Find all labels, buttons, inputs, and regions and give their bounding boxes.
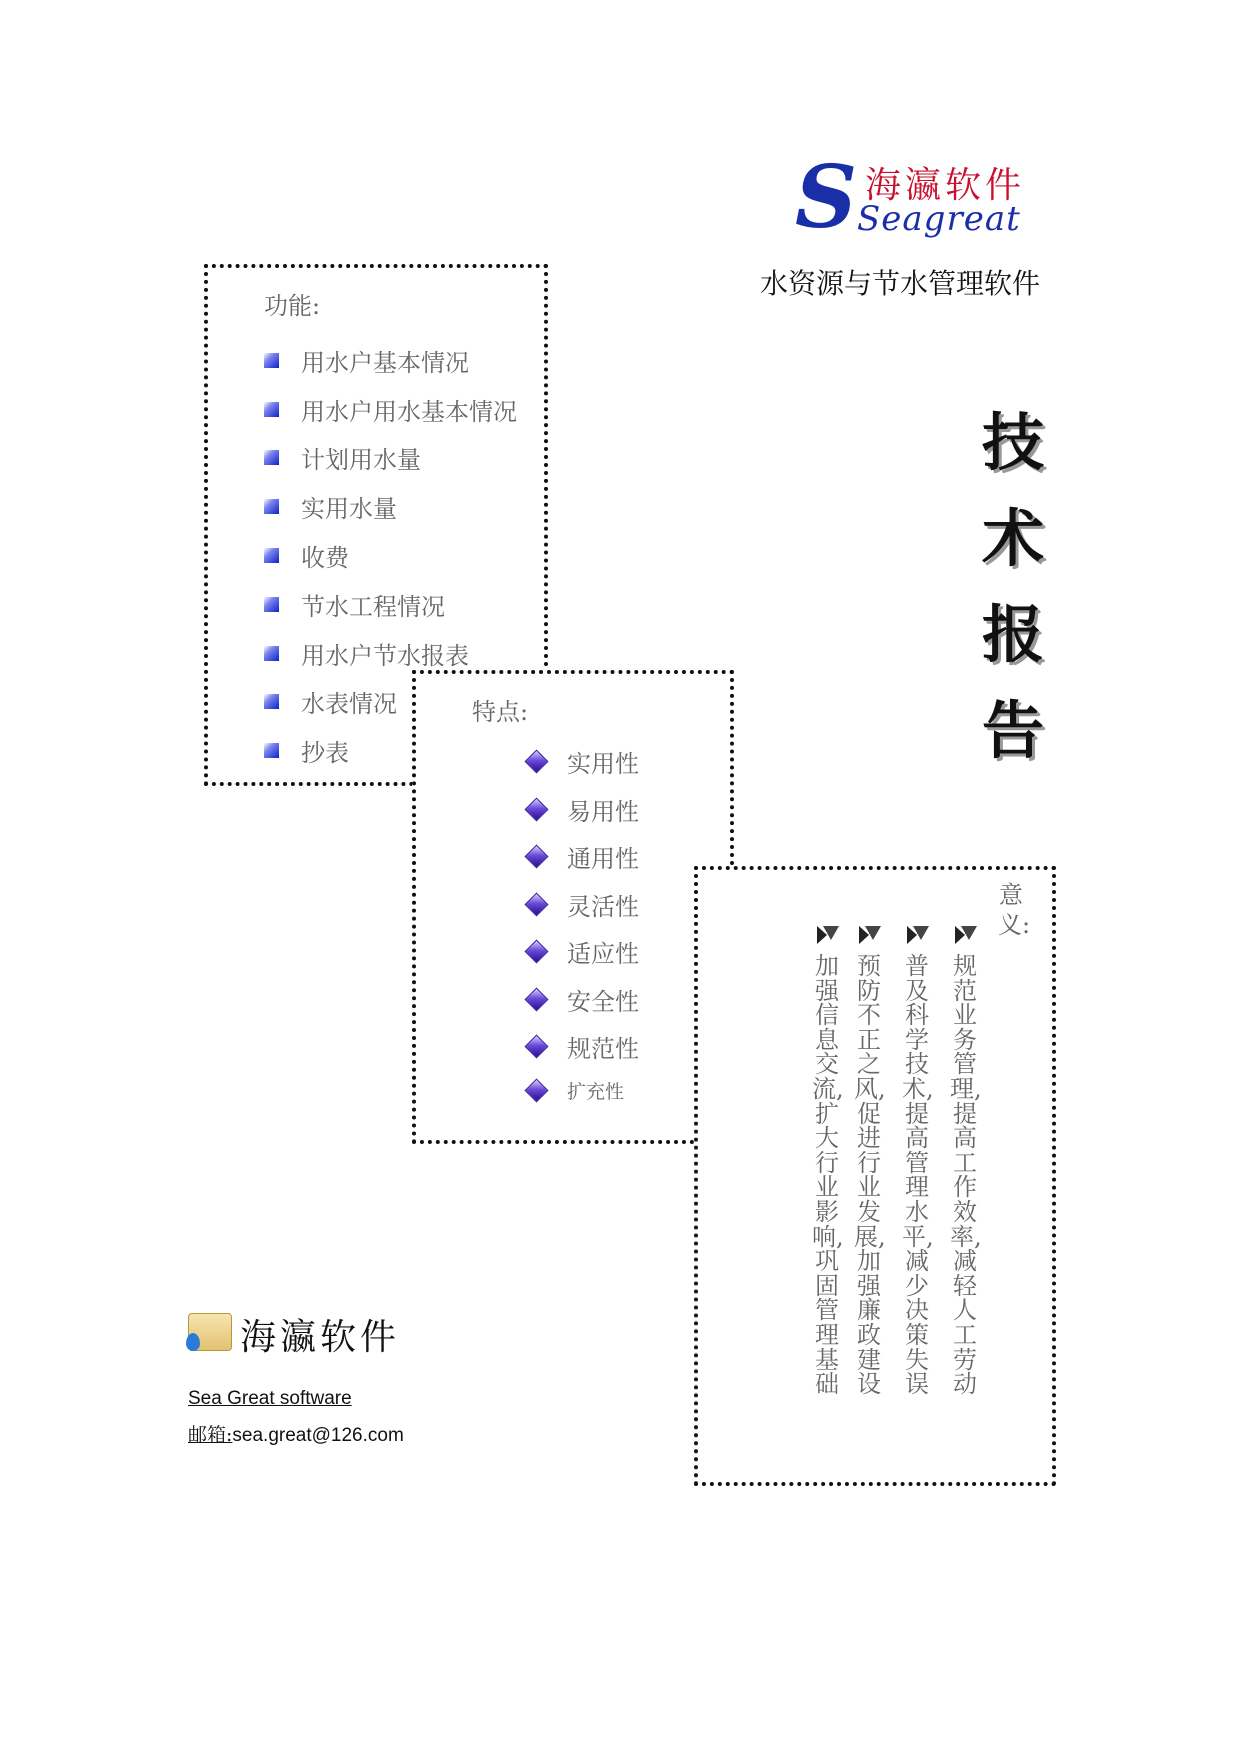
arrow-bullet-icon — [953, 920, 977, 944]
square-bullet-icon — [264, 646, 279, 661]
email-label: 邮箱: — [188, 1424, 233, 1446]
features-list — [526, 738, 639, 1111]
list-item — [526, 1023, 639, 1071]
function-label: 计划用水量 — [301, 446, 421, 475]
logo-s-mark: S — [795, 147, 858, 248]
function-label: 用水户节水报表 — [301, 641, 469, 670]
significance-column — [812, 920, 842, 1397]
significance-text: 预防不正之风,促进行业发展,加强廉政建设 — [854, 952, 886, 1399]
significance-title — [998, 880, 1031, 940]
function-label: 水表情况 — [301, 690, 397, 719]
list-item — [264, 385, 517, 434]
features-box — [412, 670, 734, 1144]
square-bullet-icon — [264, 597, 279, 612]
significance-text: 加强信息交流,扩大行业影响,巩固管理基础 — [812, 952, 844, 1399]
diamond-bullet-icon — [524, 940, 548, 964]
list-item — [264, 531, 517, 580]
function-label: 抄表 — [301, 739, 349, 768]
logo-chinese-text: 海瀛软件 — [865, 165, 1026, 206]
function-label: 收费 — [301, 544, 349, 573]
arrow-bullet-icon — [857, 920, 881, 944]
footer-logo-text: 海瀛软件 — [240, 1317, 401, 1358]
title-char: 技 — [981, 406, 1044, 479]
logo-english-text: Seagreat — [857, 199, 1021, 239]
feature-label: 灵活性 — [567, 892, 639, 921]
feature-label: 实用性 — [567, 750, 639, 779]
title-char: 术 — [981, 502, 1044, 575]
significance-box — [694, 866, 1056, 1486]
diamond-bullet-icon — [524, 892, 548, 916]
square-bullet-icon — [264, 743, 279, 758]
arrow-bullet-icon — [905, 920, 929, 944]
significance-text: 规范业务管理,提高工作效率,减轻人工劳动 — [950, 952, 982, 1399]
features-title: 特点: — [472, 698, 529, 726]
significance-column — [854, 920, 884, 1397]
diamond-bullet-icon — [524, 987, 548, 1011]
square-bullet-icon — [264, 450, 279, 465]
diamond-bullet-icon — [524, 797, 548, 821]
email-line — [188, 1420, 404, 1447]
product-name: 水资源与节水管理软件 — [760, 267, 1041, 300]
functions-title: 功能: — [264, 292, 321, 320]
list-item — [264, 336, 517, 385]
significance-text: 普及科学技术,提高管理水平,减少决策失误 — [902, 952, 934, 1399]
list-item — [526, 976, 639, 1024]
footer-logo — [188, 1305, 448, 1367]
feature-label: 通用性 — [567, 845, 639, 874]
significance-column — [902, 920, 932, 1397]
feature-label: 扩充性 — [567, 1081, 625, 1103]
list-item — [526, 928, 639, 976]
report-title — [968, 395, 1058, 779]
list-item — [526, 738, 639, 786]
list-item — [264, 580, 517, 629]
function-label: 节水工程情况 — [301, 592, 445, 621]
feature-label: 易用性 — [567, 797, 639, 826]
feature-label: 安全性 — [567, 987, 639, 1016]
list-item — [264, 434, 517, 483]
list-item — [526, 833, 639, 881]
diamond-bullet-icon — [524, 1035, 548, 1059]
diamond-bullet-icon — [524, 845, 548, 869]
feature-label: 适应性 — [567, 940, 639, 969]
list-item — [264, 482, 517, 531]
arrow-bullet-icon — [815, 920, 839, 944]
title-char: 报 — [981, 598, 1044, 671]
function-label: 实用水量 — [301, 495, 397, 524]
square-bullet-icon — [264, 694, 279, 709]
feature-label: 规范性 — [567, 1035, 639, 1064]
diamond-bullet-icon — [524, 1078, 548, 1102]
list-item — [526, 1071, 639, 1111]
square-bullet-icon — [264, 548, 279, 563]
function-label: 用水户用水基本情况 — [301, 397, 517, 426]
company-logo — [795, 147, 1060, 248]
company-name: Sea Great software — [188, 1388, 352, 1409]
title-char: 告 — [981, 694, 1044, 767]
significance-title-text: 意义: — [998, 881, 1031, 939]
list-item — [526, 881, 639, 929]
water-drop-icon — [186, 1333, 200, 1351]
diamond-bullet-icon — [524, 750, 548, 774]
square-bullet-icon — [264, 353, 279, 368]
list-item — [526, 786, 639, 834]
email-address[interactable]: sea.great@126.com — [232, 1425, 404, 1446]
function-label: 用水户基本情况 — [301, 348, 469, 377]
square-bullet-icon — [264, 499, 279, 514]
significance-column — [950, 920, 980, 1397]
square-bullet-icon — [264, 402, 279, 417]
